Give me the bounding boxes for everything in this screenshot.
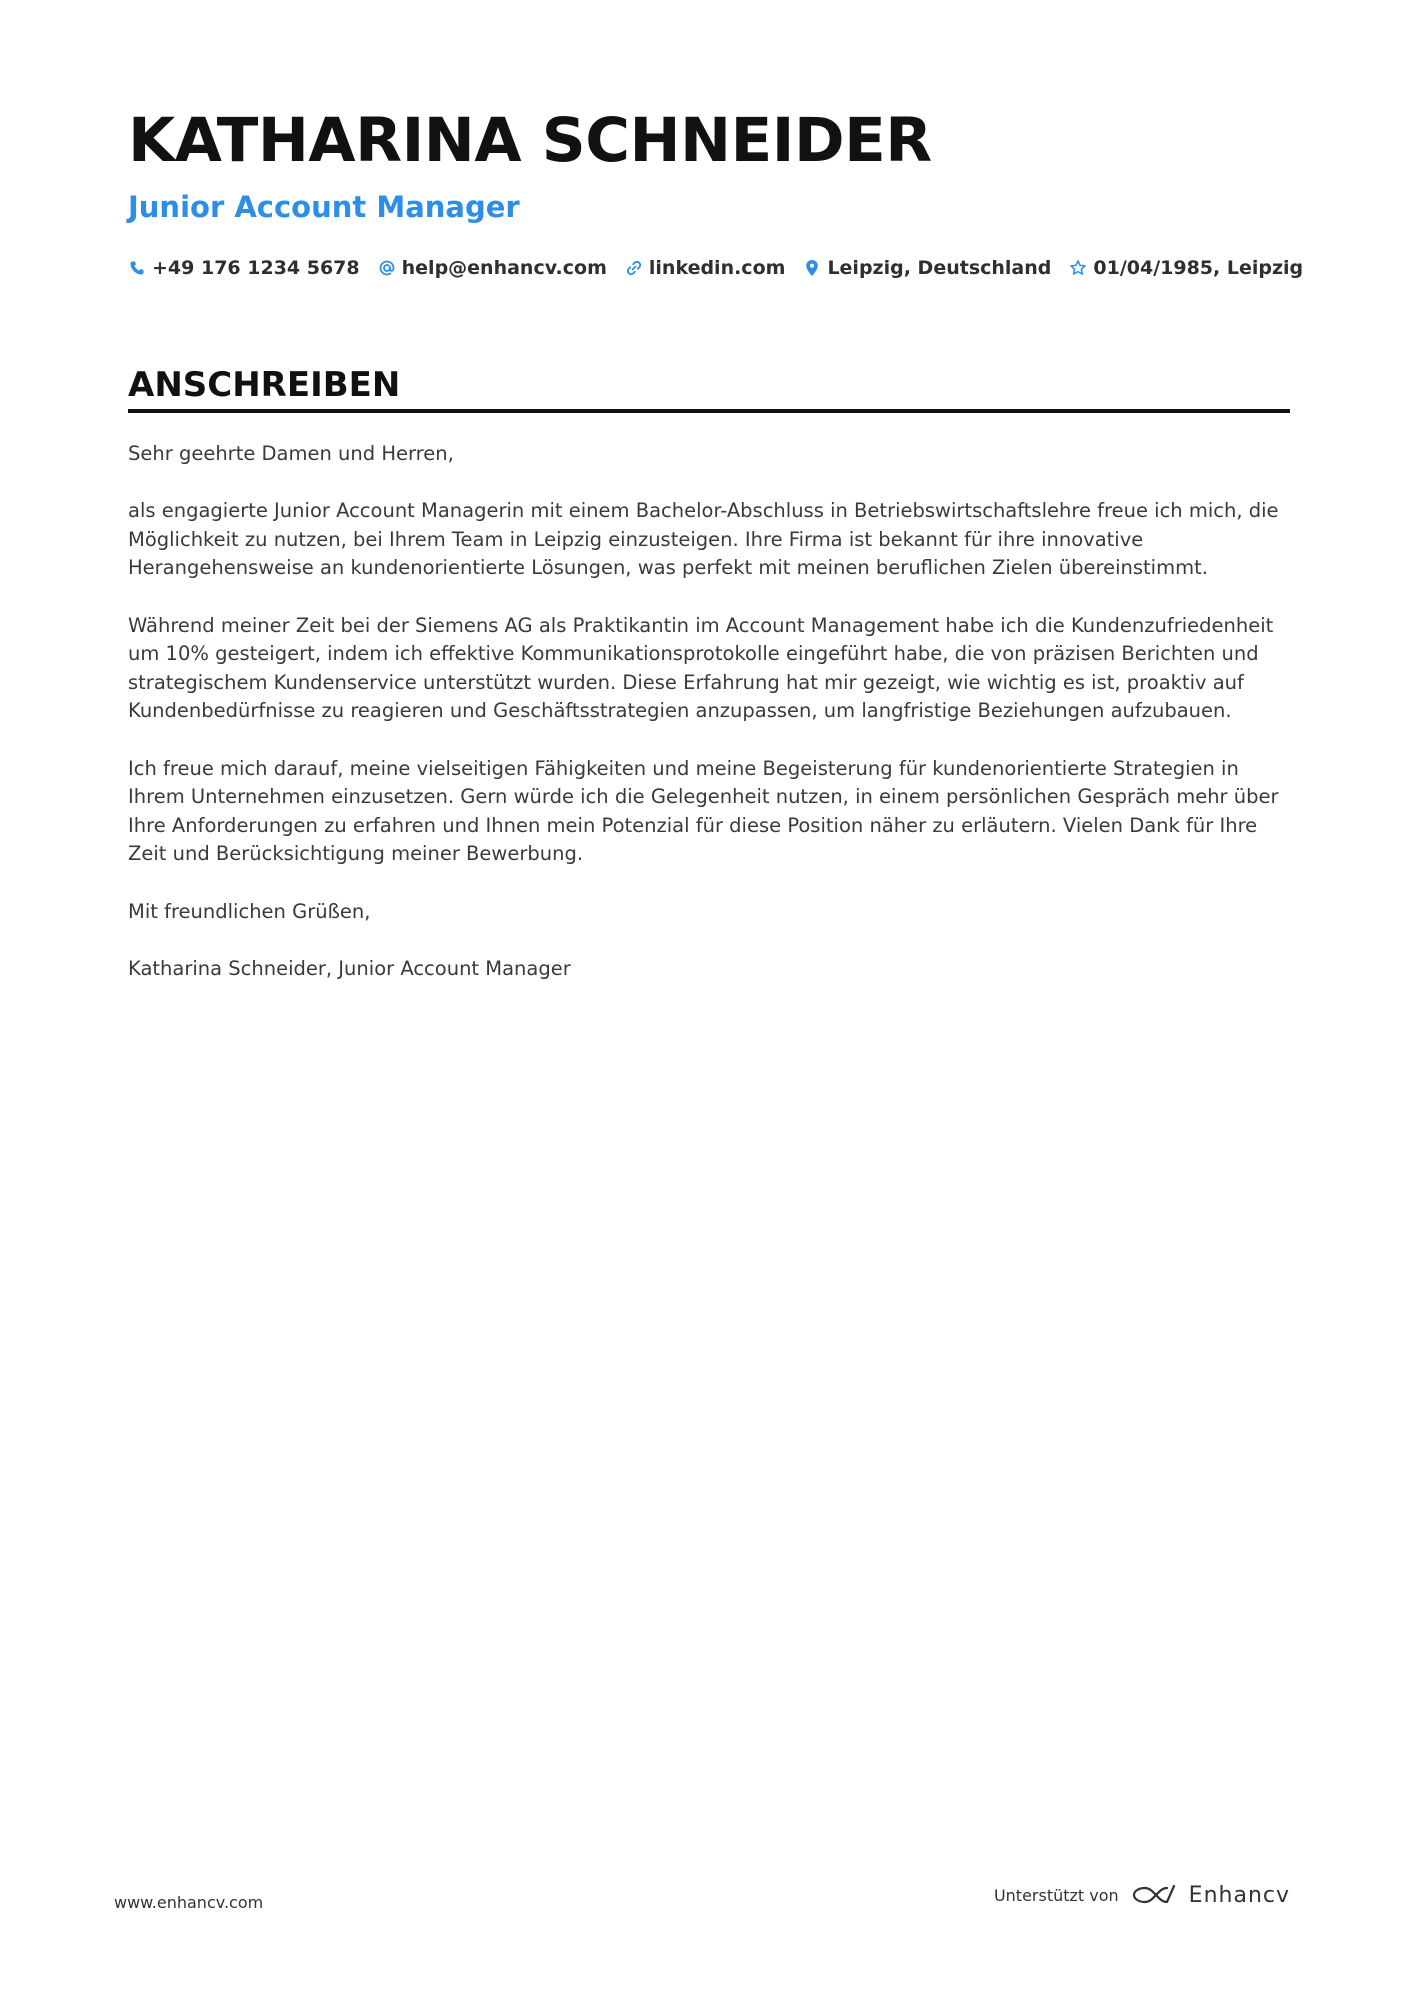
letter-paragraph: Während meiner Zeit bei der Siemens AG als Praktikantin im Account Management habe ich die Kundenzufriedenheit um 10% gesteigert, indem ich effektive Kommunikationsprotokolle eingeführt habe, die von präzisen Berichten und strategischem Kundenservice unterstützt wurden. Diese Erfahrung hat mir gezeigt, wie wichtig es ist, proaktiv auf Kundenbedürfnisse zu reagieren und Geschäftsstrategien anzupassen, um langfristige Beziehungen aufzubauen. xyxy=(128,613,1274,723)
enhancv-logo-icon xyxy=(1131,1882,1177,1908)
contact-birth-text: 01/04/1985, Leipzig xyxy=(1093,257,1304,279)
contact-birth xyxy=(1069,257,1303,279)
letter-body xyxy=(128,440,1290,1012)
contact-linkedin[interactable] xyxy=(625,257,786,279)
contact-bar xyxy=(128,254,1303,282)
star-icon xyxy=(1069,259,1087,277)
powered-by-label: Unterstützt von xyxy=(993,1885,1119,1905)
at-icon xyxy=(378,259,396,277)
contact-email[interactable] xyxy=(378,257,607,279)
contact-phone-text: +49 176 1234 5678 xyxy=(152,257,360,279)
footer-branding[interactable] xyxy=(994,1880,1290,1910)
section-title: ANSCHREIBEN xyxy=(128,365,401,405)
footer-website-link[interactable]: www.enhancv.com xyxy=(114,1893,264,1912)
contact-email-text: help@enhancv.com xyxy=(401,257,607,279)
phone-icon xyxy=(128,259,146,277)
letter-closing: Mit freundlichen Grüßen, xyxy=(128,899,371,923)
contact-location xyxy=(803,257,1051,279)
letter-paragraph: als engagierte Junior Account Managerin mit einem Bachelor-Abschluss in Betriebswirtschaftslehre freue ich mich, die Möglichkeit zu nutzen, bei Ihrem Team in Leipzig einzusteigen. Ihre Firma ist bekannt für ihre innovative Herangehensweise an kundenorientierte Lösungen, was perfekt mit meinen beruflichen Zielen übereinstimmt. xyxy=(128,499,1279,580)
location-pin-icon xyxy=(803,259,821,277)
contact-phone[interactable] xyxy=(128,257,360,279)
letter-salutation: Sehr geehrte Damen und Herren, xyxy=(128,442,454,465)
letter-paragraph: Ich freue mich darauf, meine vielseitigen Fähigkeiten und meine Begeisterung für kundenorientierte Strategien in Ihrem Unternehmen einzusetzen. Gern würde ich die Gelegenheit nutzen, in einem persönlichen Gespräch mehr über Ihre Anforderungen zu erfahren und Ihnen mein Potenzial für diese Position näher zu erläutern. Vielen Dank für Ihre Zeit und Berücksichtigung meiner Bewerbung. xyxy=(128,756,1279,866)
candidate-name: KATHARINA SCHNEIDER xyxy=(128,105,932,176)
contact-linkedin-text: linkedin.com xyxy=(648,257,786,279)
section-divider xyxy=(128,409,1290,413)
candidate-role: Junior Account Manager xyxy=(128,190,520,224)
letter-signature: Katharina Schneider, Junior Account Manager xyxy=(128,956,571,980)
link-icon xyxy=(625,259,643,277)
brand-wordmark: Enhancv xyxy=(1188,1882,1290,1908)
contact-location-text: Leipzig, Deutschland xyxy=(827,257,1052,279)
